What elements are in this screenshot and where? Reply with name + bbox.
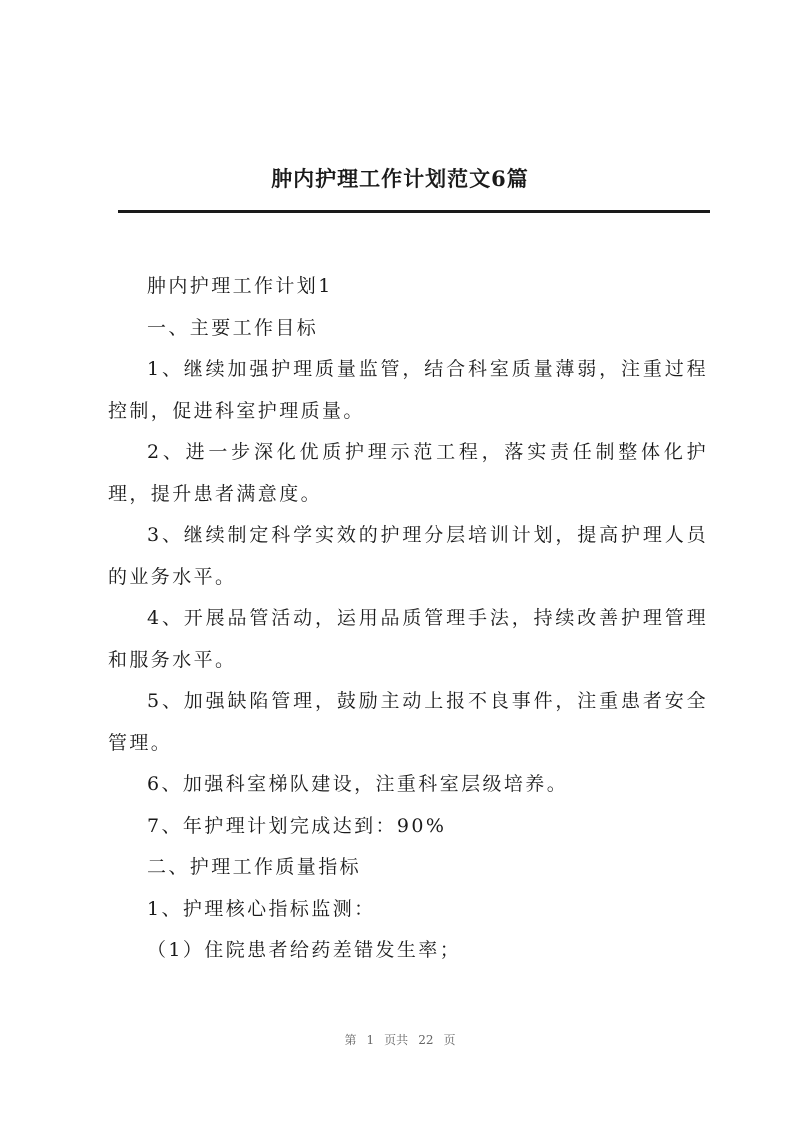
paragraph-goal-5: 5、加强缺陷管理，鼓励主动上报不良事件，注重患者安全管理。 (108, 690, 708, 754)
footer-page-suffix: 页 (443, 1033, 456, 1047)
document-title: 肿内护理工作计划范文6篇 (271, 166, 529, 191)
paragraph-goal-7: 7、年护理计划完成达到：90% (147, 814, 447, 837)
footer-page-label: 第 (344, 1033, 357, 1047)
footer-page-number: 1 (366, 1033, 375, 1047)
paragraph-goal-1: 1、继续加强护理质量监管，结合科室质量薄弱，注重过程控制，促进科室护理质量。 (108, 358, 708, 422)
paragraph-goal-4: 4、开展品管活动，运用品质管理手法，持续改善护理管理和服务水平。 (108, 607, 708, 671)
footer-total-pages: 22 (418, 1033, 434, 1047)
paragraph-goal-2: 2、进一步深化优质护理示范工程，落实责任制整体化护理，提升患者满意度。 (108, 441, 708, 505)
paragraph-section-2-heading: 二、护理工作质量指标 (147, 856, 362, 878)
paragraph-goal-6: 6、加强科室梯队建设，注重科室层级培养。 (147, 773, 569, 795)
paragraph-indicator-heading: 1、护理核心指标监测： (147, 897, 376, 920)
document-body (108, 266, 708, 972)
paragraph-goal-3: 3、继续制定科学实效的护理分层培训计划，提高护理人员的业务水平。 (108, 524, 708, 588)
paragraph-indicator-item-1: （1）住院患者给药差错发生率； (147, 939, 462, 961)
paragraph-plan-heading: 肿内护理工作计划1 (147, 275, 333, 297)
title-divider (118, 210, 710, 213)
page-footer (0, 1031, 800, 1048)
footer-page-of: 页共 (384, 1033, 409, 1047)
paragraph-section-1-heading: 一、主要工作目标 (147, 316, 319, 339)
